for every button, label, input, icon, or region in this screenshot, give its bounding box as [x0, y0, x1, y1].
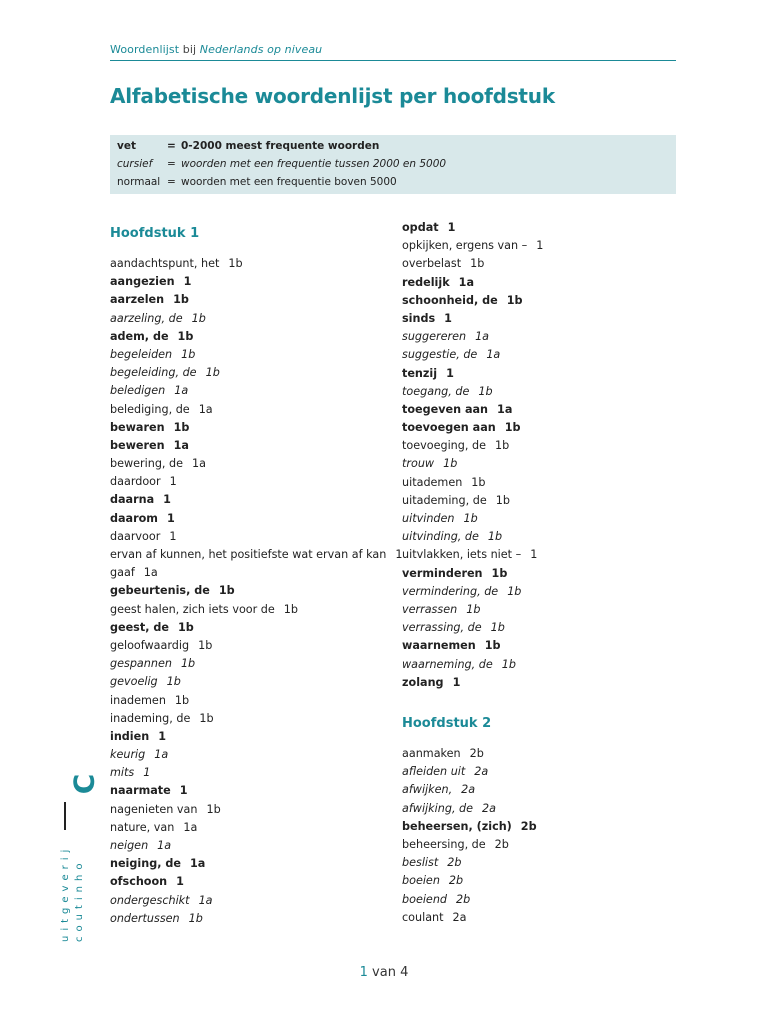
list-item	[110, 437, 410, 455]
entry-word: gaaf	[110, 566, 135, 580]
legend-equals: =	[167, 140, 176, 152]
entry-word: schoonheid, de	[402, 293, 498, 307]
legend-row	[117, 140, 379, 152]
list-item	[402, 656, 702, 674]
list-item	[110, 310, 410, 328]
legend-description: 0-2000 meest frequente woorden	[181, 140, 380, 152]
entry-word: trouw	[402, 457, 435, 471]
list-item	[110, 819, 410, 837]
entry-word: gebeurtenis, de	[110, 584, 210, 598]
entry-code: 1	[169, 475, 177, 489]
list-item	[402, 474, 702, 492]
list-item	[402, 455, 702, 473]
entry-word: vermindering, de	[402, 584, 499, 598]
list-item	[402, 492, 702, 510]
list-item	[402, 328, 702, 346]
entry-word: daarna	[110, 493, 155, 507]
list-item	[110, 764, 410, 782]
entry-word: uitademing, de	[402, 493, 487, 507]
entry-code: 1b	[504, 421, 521, 435]
list-item	[110, 801, 410, 819]
entry-word: suggereren	[402, 330, 467, 344]
entry-word: daardoor	[110, 475, 161, 489]
entry-code: 1	[166, 511, 175, 525]
entry-code: 1	[158, 729, 166, 743]
entry-word: afleiden uit	[402, 765, 466, 779]
entry-word: boeien	[402, 874, 440, 888]
entry-word: verminderen	[402, 566, 483, 580]
entry-word: neigen	[110, 839, 149, 852]
entry-code: 1b	[470, 257, 485, 271]
list-item	[402, 674, 702, 692]
page-footer	[0, 965, 768, 980]
entry-code: 1b	[180, 657, 196, 671]
entry-code: 1b	[174, 693, 190, 707]
running-head-book: Nederlands op niveau	[199, 43, 323, 56]
entry-code: 1b	[198, 638, 213, 652]
entry-word: waarnemen	[402, 639, 476, 653]
entry-list	[402, 745, 702, 927]
entry-word: aarzeling, de	[110, 311, 183, 325]
list-item	[110, 619, 410, 637]
entry-code: 1b	[463, 512, 478, 525]
entry-word: verrassing, de	[402, 621, 482, 635]
list-item	[402, 219, 702, 237]
list-item	[402, 637, 702, 655]
entry-code: 1b	[478, 384, 493, 398]
list-item	[402, 854, 702, 872]
entry-word: sinds	[402, 311, 436, 325]
list-item	[110, 746, 410, 764]
entry-word: afwijking, de	[402, 801, 474, 815]
list-item	[110, 564, 410, 582]
entry-code: 1	[176, 875, 184, 889]
list-item	[110, 692, 410, 710]
entry-code: 2a	[461, 783, 476, 797]
entry-word: geloofwaardig	[110, 638, 190, 652]
entry-word: nature, van	[110, 820, 175, 834]
list-item	[402, 237, 702, 255]
entry-code: 1a	[458, 275, 474, 289]
entry-code: 1	[530, 548, 538, 562]
entry-code: 1b	[218, 584, 235, 598]
entry-word: begeleiding, de	[110, 366, 197, 380]
logo-letter: C	[67, 773, 101, 795]
entry-word: inademing, de	[110, 711, 191, 725]
entry-word: uitademen	[402, 475, 463, 489]
legend-description: woorden met een frequentie boven 5000	[181, 176, 397, 188]
entry-code: 1a	[174, 384, 189, 398]
left-column	[110, 225, 410, 928]
list-item	[110, 328, 410, 346]
list-item	[402, 346, 702, 364]
list-item	[402, 565, 702, 583]
list-item	[110, 582, 410, 600]
logo-line-2: coutinho	[74, 858, 85, 942]
list-item	[110, 910, 410, 928]
entry-code: 1b	[173, 420, 190, 434]
entry-word: boeiend	[402, 892, 448, 906]
entry-code: 1b	[471, 475, 486, 489]
entry-word: indien	[110, 729, 150, 743]
entry-code: 1	[183, 275, 192, 289]
entry-code: 1b	[490, 621, 505, 635]
entry-code: 1a	[157, 839, 172, 852]
entry-word: aangezien	[110, 275, 175, 289]
entry-code: 2b	[494, 837, 509, 851]
entry-word: daarvoor	[110, 529, 161, 543]
logo-line-1: uitgeverij	[60, 844, 71, 942]
entry-word: ofschoon	[110, 875, 168, 889]
entry-word: suggestie, de	[402, 348, 478, 362]
entry-word: afwijken,	[402, 783, 453, 797]
list-item	[402, 401, 702, 419]
list-item	[110, 364, 410, 382]
entry-code: 2b	[448, 874, 464, 888]
legend-equals: =	[167, 176, 176, 188]
publisher-logo	[60, 770, 100, 940]
list-item	[402, 583, 702, 601]
legend-description: woorden met een frequentie tussen 2000 en 5000	[181, 158, 447, 170]
entry-code: 1a	[486, 348, 501, 362]
list-item	[110, 382, 410, 400]
entry-code: 1b	[506, 293, 523, 307]
entry-code: 2a	[474, 765, 489, 779]
legend-row	[117, 176, 397, 188]
entry-word: bewering, de	[110, 457, 184, 471]
entry-code: 1b	[205, 366, 220, 380]
entry-word: uitvlakken, iets niet –	[402, 548, 522, 562]
entry-word: geest, de	[110, 620, 169, 634]
list-item	[402, 546, 702, 564]
entry-code: 1b	[507, 584, 522, 598]
list-item	[110, 510, 410, 528]
entry-code: 1b	[501, 657, 516, 671]
entry-word: daarom	[110, 511, 158, 525]
legend-term: vet	[117, 140, 136, 152]
header-rule	[110, 60, 676, 61]
list-item	[110, 673, 410, 691]
entry-word: tenzij	[402, 366, 438, 380]
entry-word: zolang	[402, 675, 444, 689]
list-item	[402, 872, 702, 890]
entry-word: verrassen	[402, 602, 458, 616]
entry-code: 1a	[198, 402, 213, 416]
entry-code: 2b	[469, 747, 484, 760]
entry-code: 1b	[177, 329, 194, 343]
entry-word: opdat	[402, 221, 439, 234]
entry-word: beweren	[110, 438, 165, 452]
entry-word: uitvinding, de	[402, 530, 479, 544]
entry-word: nagenieten van	[110, 802, 198, 816]
entry-code: 1	[447, 221, 456, 234]
entry-code: 1b	[484, 639, 501, 653]
list-item	[402, 781, 702, 799]
list-item	[402, 909, 702, 927]
list-item	[110, 546, 410, 564]
list-item	[110, 637, 410, 655]
entry-code: 1a	[189, 857, 206, 871]
list-item	[110, 401, 410, 419]
logo-divider	[64, 802, 66, 830]
entry-list	[402, 219, 702, 692]
list-item	[402, 255, 702, 273]
list-item	[402, 419, 702, 437]
entry-code: 1b	[173, 293, 189, 307]
right-column	[402, 219, 702, 692]
running-head-mid: bij	[182, 43, 197, 56]
list-item	[402, 528, 702, 546]
list-item	[110, 291, 410, 309]
list-item	[402, 836, 702, 854]
legend-box	[110, 135, 676, 194]
entry-code: 1b	[443, 457, 458, 471]
list-item	[402, 510, 702, 528]
entry-word: aarzelen	[110, 293, 165, 307]
running-head-prefix: Woordenlijst	[110, 43, 180, 56]
entry-word: belediging, de	[110, 402, 190, 416]
legend-term: normaal	[117, 176, 161, 188]
entry-word: redelijk	[402, 275, 450, 289]
list-item	[110, 892, 410, 910]
entry-code: 1a	[154, 748, 169, 762]
list-item	[402, 437, 702, 455]
entry-word: beheersing, de	[402, 837, 486, 851]
entry-code: 1b	[466, 602, 481, 616]
entry-code: 1	[444, 311, 452, 325]
entry-word: coulant	[402, 910, 444, 924]
entry-code: 1	[536, 239, 544, 253]
entry-word: adem, de	[110, 329, 169, 343]
list-item	[110, 473, 410, 491]
list-item	[110, 837, 410, 855]
entry-code: 1a	[198, 893, 213, 907]
entry-code: 1	[169, 529, 177, 543]
entry-word: mits	[110, 766, 135, 780]
page-number: 1	[359, 965, 368, 980]
list-item	[110, 528, 410, 546]
entry-word: waarneming, de	[402, 657, 493, 671]
list-item	[110, 710, 410, 728]
entry-word: neiging, de	[110, 857, 181, 871]
list-item	[110, 419, 410, 437]
list-item	[110, 855, 410, 873]
legend-row	[117, 158, 446, 170]
list-item	[110, 728, 410, 746]
entry-code: 2b	[447, 856, 462, 870]
entry-code: 1	[179, 784, 188, 798]
list-item	[110, 455, 410, 473]
entry-word: opkijken, ergens van –	[402, 239, 528, 253]
list-item	[110, 873, 410, 891]
entry-word: gespannen	[110, 657, 172, 671]
entry-code: 1b	[228, 257, 243, 270]
entry-code: 1b	[283, 602, 299, 616]
legend-term: cursief	[117, 158, 153, 170]
entry-word: beheersen, (zich)	[402, 819, 512, 833]
entry-word: beledigen	[110, 384, 166, 398]
chapter-heading: Hoofdstuk 1	[110, 226, 200, 241]
entry-code: 1b	[491, 566, 508, 580]
legend-equals: =	[167, 158, 176, 170]
entry-word: toegeven aan	[402, 402, 489, 416]
entry-code: 1b	[487, 530, 503, 544]
entry-word: bewaren	[110, 420, 165, 434]
entry-code: 2a	[452, 910, 467, 924]
entry-code: 1a	[143, 566, 158, 580]
entry-word: naarmate	[110, 784, 171, 798]
entry-word: gevoelig	[110, 675, 158, 689]
entry-code: 1	[446, 366, 454, 380]
entry-word: toegang, de	[402, 384, 470, 398]
entry-word: inademen	[110, 693, 166, 707]
entry-word: overbelast	[402, 257, 462, 271]
list-item	[110, 346, 410, 364]
entry-code: 1b	[191, 311, 206, 325]
list-item	[110, 491, 410, 509]
list-item	[110, 601, 410, 619]
entry-code: 1b	[188, 911, 203, 925]
list-item	[402, 619, 702, 637]
entry-code: 1	[163, 493, 171, 507]
entry-code: 1b	[177, 620, 194, 634]
entry-code: 1b	[181, 347, 196, 361]
list-item	[402, 745, 702, 763]
chapter-heading: Hoofdstuk 2	[402, 716, 492, 731]
entry-code: 1a	[497, 402, 513, 416]
list-item	[110, 655, 410, 673]
entry-code: 1b	[199, 711, 214, 725]
entry-code: 1	[143, 766, 151, 780]
entry-code: 1	[395, 548, 403, 561]
entry-word: keurig	[110, 748, 146, 762]
entry-code: 1b	[495, 493, 510, 507]
list-item	[402, 383, 702, 401]
entry-code: 1b	[206, 802, 221, 816]
entry-word: toevoegen aan	[402, 421, 496, 435]
entry-word: ondergeschikt	[110, 893, 190, 907]
entry-code: 2b	[520, 819, 537, 833]
list-item	[110, 273, 410, 291]
entry-code: 2a	[482, 801, 497, 815]
entry-word: aanmaken	[402, 747, 461, 760]
page-total: van 4	[372, 965, 409, 980]
entry-code: 1b	[166, 675, 181, 689]
list-item	[402, 292, 702, 310]
page-title: Alfabetische woordenlijst per hoofdstuk	[110, 84, 555, 108]
list-item	[402, 818, 702, 836]
entry-word: ondertussen	[110, 911, 180, 925]
entry-word: begeleiden	[110, 347, 173, 361]
entry-code: 1a	[183, 820, 198, 834]
entry-code: 1	[452, 675, 461, 689]
list-item	[402, 310, 702, 328]
running-head	[110, 43, 322, 56]
entry-code: 2b	[456, 892, 471, 906]
entry-word: aandachtspunt, het	[110, 257, 220, 270]
list-item	[402, 800, 702, 818]
entry-word: uitvinden	[402, 512, 455, 525]
entry-code: 1a	[173, 438, 189, 452]
list-item	[110, 255, 410, 273]
entry-word: beslist	[402, 856, 439, 870]
list-item	[402, 601, 702, 619]
entry-code: 1a	[192, 457, 206, 471]
list-item	[402, 891, 702, 909]
entry-word: geest halen, zich iets voor de	[110, 602, 275, 616]
list-item	[402, 763, 702, 781]
list-item	[110, 782, 410, 800]
entry-code: 1a	[475, 330, 490, 344]
list-item	[402, 274, 702, 292]
list-item	[402, 365, 702, 383]
entry-word: ervan af kunnen, het positiefste wat ervan af kan	[110, 548, 387, 561]
right-column-chapter-2	[402, 715, 702, 927]
entry-code: 1b	[494, 439, 510, 453]
entry-word: toevoeging, de	[402, 439, 486, 453]
entry-list	[110, 255, 410, 928]
